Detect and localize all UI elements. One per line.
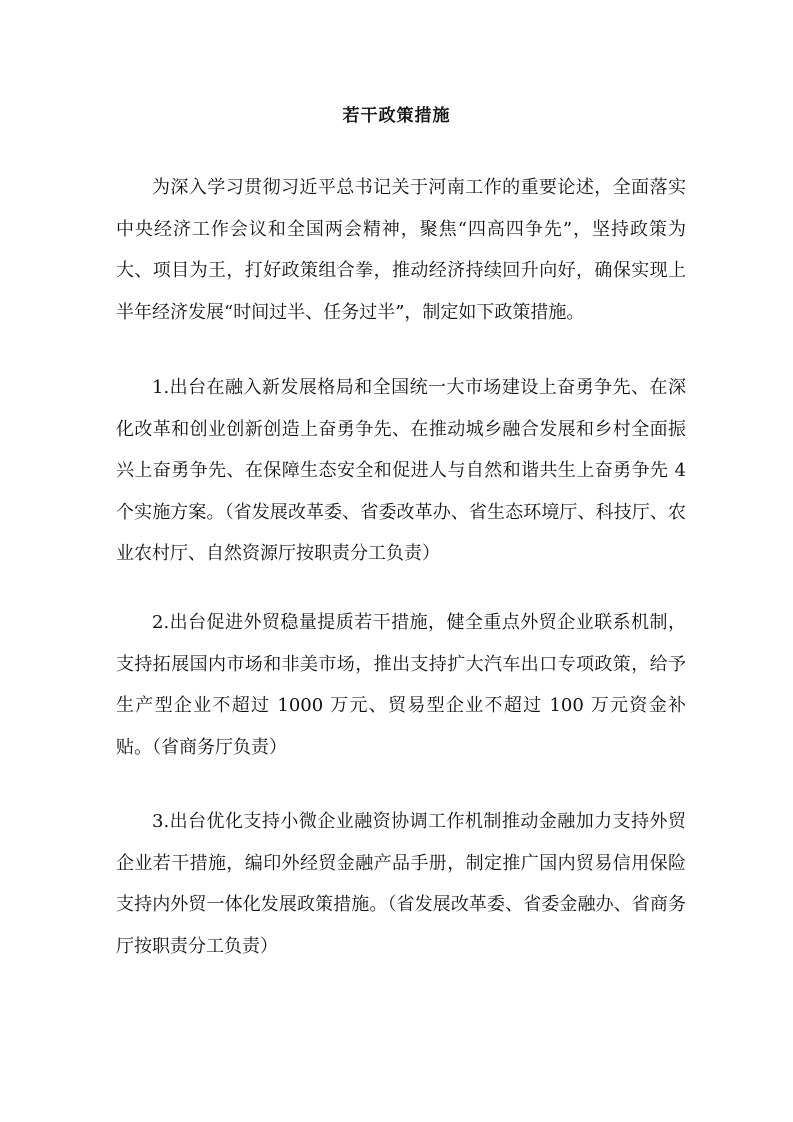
document-title: 若干政策措施 <box>342 106 451 126</box>
policy-item-1: 1.出台在融入新发展格局和全国统一大市场建设上奋勇争先、在深化改革和创业创新创造上奋勇争先、在推动城乡融合发展和乡村全面振兴上奋勇争先、在保障生态安全和促进人与自然和谐共生上奋勇争先 4 个实施方案。（省发展改革委、省委改革办、省生态环境厅、科技厅、农业农村厅、自然资源厅按职责分工负责） <box>116 377 686 564</box>
policy-item-2: 2.出台促进外贸稳量提质若干措施，健全重点外贸企业联系机制，支持拓展国内市场和非美市场，推出支持扩大汽车出口专项政策，给予生产型企业不超过 1000 万元、贸易型企业不超过 100 万元资金补贴。（省商务厅负责） <box>116 612 686 758</box>
policy-item-3: 3.出台优化支持小微企业融资协调工作机制推动金融加力支持外贸企业若干措施，编印外经贸金融产品手册，制定推广国内贸易信用保险支持内外贸一体化发展政策措施。（省发展改革委、省委金融办、省商务厅按职责分工负责） <box>116 811 686 957</box>
intro-paragraph: 为深入学习贯彻习近平总书记关于河南工作的重要论述，全面落实中央经济工作会议和全国两会精神，聚焦“四高四争先”，坚持政策为大、项目为王，打好政策组合拳，推动经济持续回升向好，确保实现上半年经济发展“时间过半、任务过半”，制定如下政策措施。 <box>116 177 686 323</box>
